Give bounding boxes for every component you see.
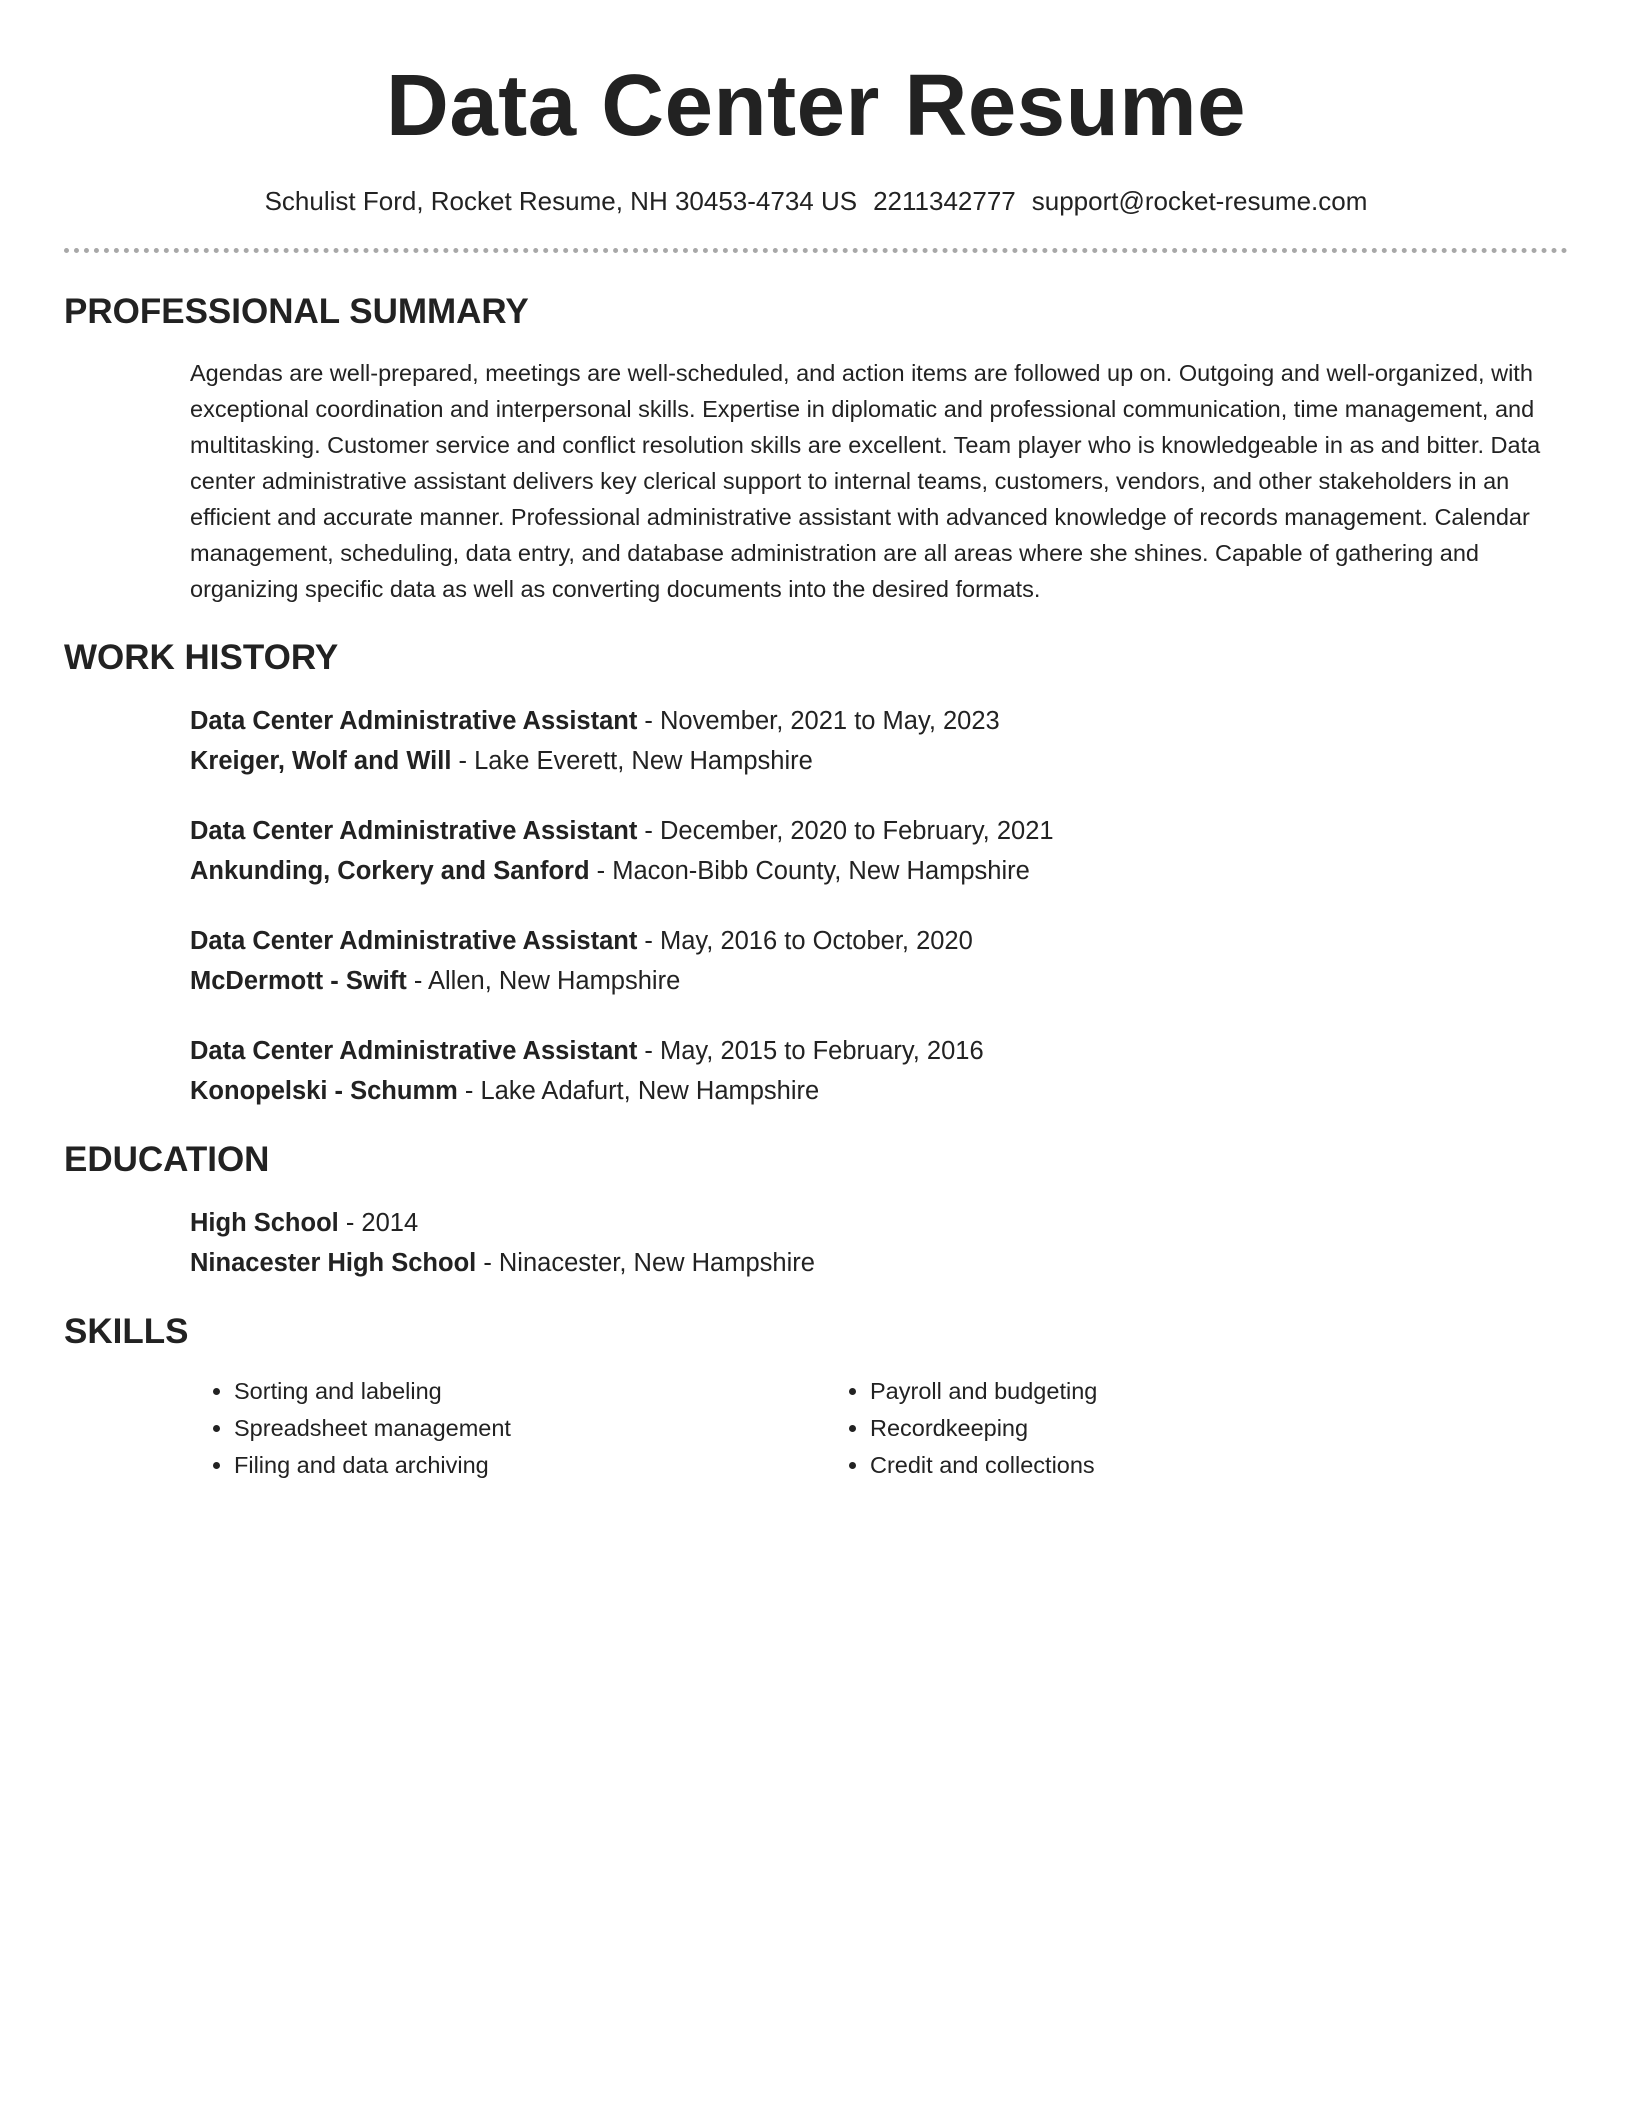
job-title: Data Center Administrative Assistant <box>190 1037 638 1065</box>
skill-item: • Credit and collections <box>870 1447 1462 1484</box>
job-company: Ankunding, Corkery and Sanford <box>190 857 590 885</box>
job-company: Kreiger, Wolf and Will <box>190 747 452 775</box>
job-title-line <box>190 1031 1568 1071</box>
education-section <box>64 1139 1568 1283</box>
skill-item: • Recordkeeping <box>870 1410 1462 1447</box>
job-entry <box>190 811 1568 891</box>
education-year: - 2014 <box>338 1209 419 1237</box>
job-dates: - November, 2021 to May, 2023 <box>637 707 1000 735</box>
job-title: Data Center Administrative Assistant <box>190 927 638 955</box>
job-dates: - May, 2016 to October, 2020 <box>637 927 973 955</box>
contact-phone: 2211342777 <box>873 186 1016 216</box>
job-location: - Lake Everett, New Hampshire <box>451 747 813 775</box>
skill-item: • Sorting and labeling <box>234 1373 826 1410</box>
job-location: - Macon-Bibb County, New Hampshire <box>589 857 1030 885</box>
job-title: Data Center Administrative Assistant <box>190 817 638 845</box>
education-heading: EDUCATION <box>64 1140 270 1179</box>
job-location: - Allen, New Hampshire <box>406 967 681 995</box>
job-title-line <box>190 701 1568 741</box>
job-entry <box>190 921 1568 1001</box>
education-degree-line <box>190 1203 1568 1243</box>
skills-heading: SKILLS <box>64 1312 189 1351</box>
education-school: Ninacester High School <box>190 1249 477 1277</box>
education-degree: High School <box>190 1209 339 1237</box>
education-entry <box>190 1203 1568 1283</box>
skills-columns <box>190 1373 1568 1484</box>
contact-email: support@rocket-resume.com <box>1031 186 1368 216</box>
skill-item: • Payroll and budgeting <box>870 1373 1462 1410</box>
summary-section <box>64 291 1568 607</box>
education-school-line <box>190 1243 1568 1283</box>
job-company-line <box>190 961 1568 1001</box>
work-history-section <box>64 637 1568 1111</box>
resume-header <box>64 0 1568 218</box>
summary-text: Agendas are well-prepared, meetings are well-scheduled, and action items are followed up on. Outgoing and well-organized, with exceptional coordination and interpersonal skills. Expertise in diplomatic and professional communication, time management, and multitasking. Customer service and conflict resolution skills are excellent. Team player who is knowledgeable in as and bitter. Data center administrative assistant delivers key clerical support to internal teams, customers, vendors, and other stakeholders in an efficient and accurate manner. Professional administrative assistant with advanced knowledge of records management. Calendar management, scheduling, data entry, and database administration are all areas where she shines. Capable of gathering and organizing specific data as well as converting documents into the desired formats. <box>190 360 1541 602</box>
job-company-line <box>190 851 1568 891</box>
education-location: - Ninacester, New Hampshire <box>476 1249 815 1277</box>
job-entry <box>190 1031 1568 1111</box>
skill-item: • Filing and data archiving <box>234 1447 826 1484</box>
job-company-line <box>190 741 1568 781</box>
contact-line <box>64 184 1568 218</box>
job-company: McDermott - Swift <box>190 967 407 995</box>
job-title-line <box>190 921 1568 961</box>
job-title: Data Center Administrative Assistant <box>190 707 638 735</box>
skills-list-left <box>190 1373 826 1484</box>
education-list <box>190 1203 1568 1283</box>
summary-heading: PROFESSIONAL SUMMARY <box>64 292 529 331</box>
job-title-line <box>190 811 1568 851</box>
summary-body <box>190 355 1568 607</box>
work-history-heading: WORK HISTORY <box>64 638 339 677</box>
skills-section <box>64 1311 1568 1484</box>
skills-list-right <box>826 1373 1462 1484</box>
work-history-list <box>190 701 1568 1111</box>
contact-address: Schulist Ford, Rocket Resume, NH 30453-4734 US <box>264 186 858 216</box>
job-entry <box>190 701 1568 781</box>
skill-item: • Spreadsheet management <box>234 1410 826 1447</box>
resume-title: Data Center Resume <box>386 57 1246 154</box>
job-company: Konopelski - Schumm <box>190 1077 458 1105</box>
job-dates: - May, 2015 to February, 2016 <box>637 1037 984 1065</box>
job-location: - Lake Adafurt, New Hampshire <box>457 1077 820 1105</box>
job-dates: - December, 2020 to February, 2021 <box>637 817 1054 845</box>
job-company-line <box>190 1071 1568 1111</box>
header-divider <box>64 248 1568 253</box>
